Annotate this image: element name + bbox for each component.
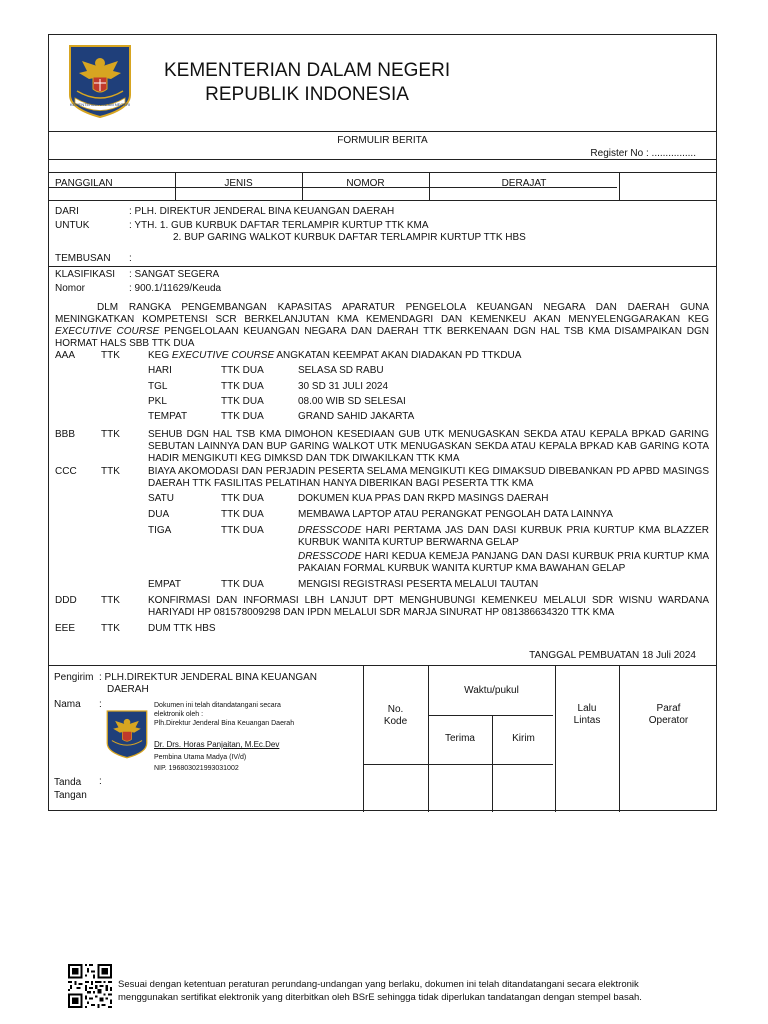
divider (363, 764, 553, 765)
ministry-emblem-icon (67, 43, 133, 119)
divider (619, 172, 620, 200)
untuk-label: UNTUK (55, 220, 90, 231)
untuk-value-2: 2. BUP GARING WALKOT KURBUK DAFTAR TERLAMPIR KURTUP TTK HBS (173, 232, 526, 243)
ccc-tiga-2: DRESSCODE HARI KEDUA KEMEJA PANJANG DAN DASI KURBUK PRIA KURTUP KMA PAKAIAN FORMAL KURBUK WANITA KURTUP KMA BAWAHAN GELAP (298, 551, 709, 574)
waktu-header: Waktu/pukul (464, 685, 519, 696)
signer-name: Dr. Drs. Horas Panjaitan, M.Ec.Dev (154, 740, 280, 749)
divider (49, 131, 716, 132)
ccc-dua: DUA TTK DUA MEMBAWA LAPTOP ATAU PERANGKAT PENGOLAH DATA LAINNYA (148, 509, 613, 520)
tembusan-label: TEMBUSAN (55, 253, 111, 264)
pengirim-value: : PLH.DIREKTUR JENDERAL BINA KEUANGAN (99, 672, 318, 683)
divider (555, 665, 556, 812)
klasifikasi-label: KLASIFIKASI (55, 269, 116, 280)
form-title: FORMULIR BERITA (337, 135, 428, 146)
aaa-hari: HARI TTK DUA SELASA SD RABU (148, 365, 384, 376)
divider (49, 172, 716, 173)
aaa-tempat: TEMPAT TTK DUA GRAND SAHID JAKARTA (148, 411, 415, 422)
nama-label: Nama (54, 699, 81, 710)
signer-rank: Pembina Utama Madya (IV/d) NIP. 196803021993031002 (154, 754, 247, 772)
item-eee: EEE TTK DUM TTK HBS (55, 623, 216, 634)
signature-emblem-icon (105, 709, 149, 759)
ministry-line-1: KEMENTERIAN DALAM NEGERI (164, 60, 451, 81)
tanda-colon: : (99, 776, 102, 787)
sig-note: Dokumen ini telah ditandatangani secara elektronik oleh : Plh.Direktur Jenderal Bina Keuangan Daerah (154, 702, 295, 727)
paraf-operator-header: Paraf Operator (648, 703, 689, 726)
untuk-value: : YTH. 1. GUB KURBUK DAFTAR TERLAMPIR KURTUP TTK KMA (129, 220, 429, 231)
column-jenis: JENIS (224, 178, 253, 189)
pengirim-value-2: DAERAH (107, 684, 149, 695)
ministry-line-2: REPUBLIK INDONESIA (205, 84, 409, 105)
telegram-form (48, 34, 717, 811)
column-nomor: NOMOR (346, 178, 385, 189)
divider (49, 266, 716, 267)
divider (363, 665, 364, 812)
tanda-tangan-label: Tanda Tangan (54, 777, 87, 801)
ccc-satu: SATU TTK DUA DOKUMEN KUA PPAS DAN RKPD MASINGS DAERAH (148, 493, 549, 504)
divider (49, 665, 716, 666)
divider (428, 715, 553, 716)
lalu-lintas-header: Lalu Lintas (573, 703, 601, 726)
intro-paragraph: DLM RANGKA PENGEMBANGAN KAPASITAS APARATUR PENGELOLA KEUANGAN NEGARA DAN DAERAH GUNA MENINGKATKAN KOMPETENSI SCR BERKELANJUTAN KMA KEMENDAGRI DAN KEMENKEU AKAN MENYELENGGARAKAN KEG EXECUTIVE COURSE PENGELOLAAN KEUANGAN NEGARA DAN DAERAH TTK BERKENAAN DGN HAL TSB KMA DISAMPAIKAN DGN HORMAT HALS SBB TTK DUA (55, 302, 709, 349)
column-derajat: DERAJAT (501, 178, 547, 189)
ccc-tiga: TIGA TTK DUA DRESSCODE HARI PERTAMA JAS DAN DASI KURBUK PRIA KURTUP KMA BLAZZER KURBUK WANITA KURTUP BERWARNA GELAP (148, 525, 709, 548)
pengirim-label: Pengirim (54, 672, 94, 683)
column-panggilan: PANGGILAN (55, 178, 113, 189)
item-bbb: BBB TTK SEHUB DGN HAL TSB KMA DIMOHON KESEDIAAN GUB UTK MENUGASKAN SEKDA ATAU KEPALA BPKAD GARING SEBUTAN LAINNYA DAN BUP GARING WALKOT UTK MENUGASKAN SEKDA ATAU KEPALA BPKAD KAB GARING KOTA HADIR MENGIKUTI KEG DIMKSD DAN TDK DIWAKILKAN TTK KMA (55, 429, 709, 464)
nomor-label: Nomor (55, 283, 86, 294)
dari-label: DARI (55, 206, 79, 217)
e-signature-disclaimer: Sesuai dengan ketentuan peraturan perundang-undangan yang berlaku, dokumen ini telah ditandatangani secara elektronik menggunakan sertifikat elektronik yang diterbitkan oleh BSrE sehingga tidak diperlukan tandatangan dengan stempel basah. (118, 979, 642, 1003)
terima-header: Terima (444, 733, 475, 744)
ministry-name (164, 59, 450, 107)
kirim-header: Kirim (512, 733, 535, 744)
qr-code-icon (68, 964, 112, 1008)
nomor-value: : 900.1/11629/Keuda (129, 283, 222, 294)
svg-text:KEMENTERIAN DALAM NEGERI: KEMENTERIAN DALAM NEGERI (69, 102, 131, 107)
tanggal-pembuatan: TANGGAL PEMBUATAN 18 Juli 2024 (529, 650, 696, 661)
item-aaa: AAA TTK KEG EXECUTIVE COURSE ANGKATAN KEEMPAT AKAN DIADAKAN PD TTKDUA (55, 350, 522, 361)
divider (49, 200, 716, 201)
aaa-pkl: PKL TTK DUA 08.00 WIB SD SELESAI (148, 396, 406, 407)
aaa-tgl: TGL TTK DUA 30 SD 31 JULI 2024 (148, 381, 389, 392)
no-kode-header: No. Kode (383, 704, 408, 727)
ccc-empat: EMPAT TTK DUA MENGISI REGISTRASI PESERTA MELALUI TAUTAN (148, 579, 539, 590)
klasifikasi-value: : SANGAT SEGERA (129, 269, 220, 280)
tembusan-value: : (129, 253, 132, 264)
register-number: Register No : ................ (590, 148, 696, 159)
divider (49, 159, 716, 160)
item-ddd: DDD TTK KONFIRMASI DAN INFORMASI LBH LANJUT DPT MENGHUBUNGI KEMENKEU MELALUI SDR WISNU WARDANA HARIYADI HP 081578009298 DAN IPDN MELALUI SDR MARJA SINURAT HP 081386634320 TTK KMA (55, 595, 709, 618)
dari-value: : PLH. DIREKTUR JENDERAL BINA KEUANGAN DAERAH (129, 206, 395, 217)
item-ccc: CCC TTK BIAYA AKOMODASI DAN PERJADIN PESERTA SELAMA MENGIKUTI KEG DIMAKSUD DIBEBANKAN PD APBD MASINGS DAERAH TTK FASILITAS PELATIHAN HANYA DIBERIKAN BAGI PESERTA TTK KMA (55, 466, 709, 489)
divider (619, 665, 620, 812)
nama-colon: : (99, 699, 102, 710)
